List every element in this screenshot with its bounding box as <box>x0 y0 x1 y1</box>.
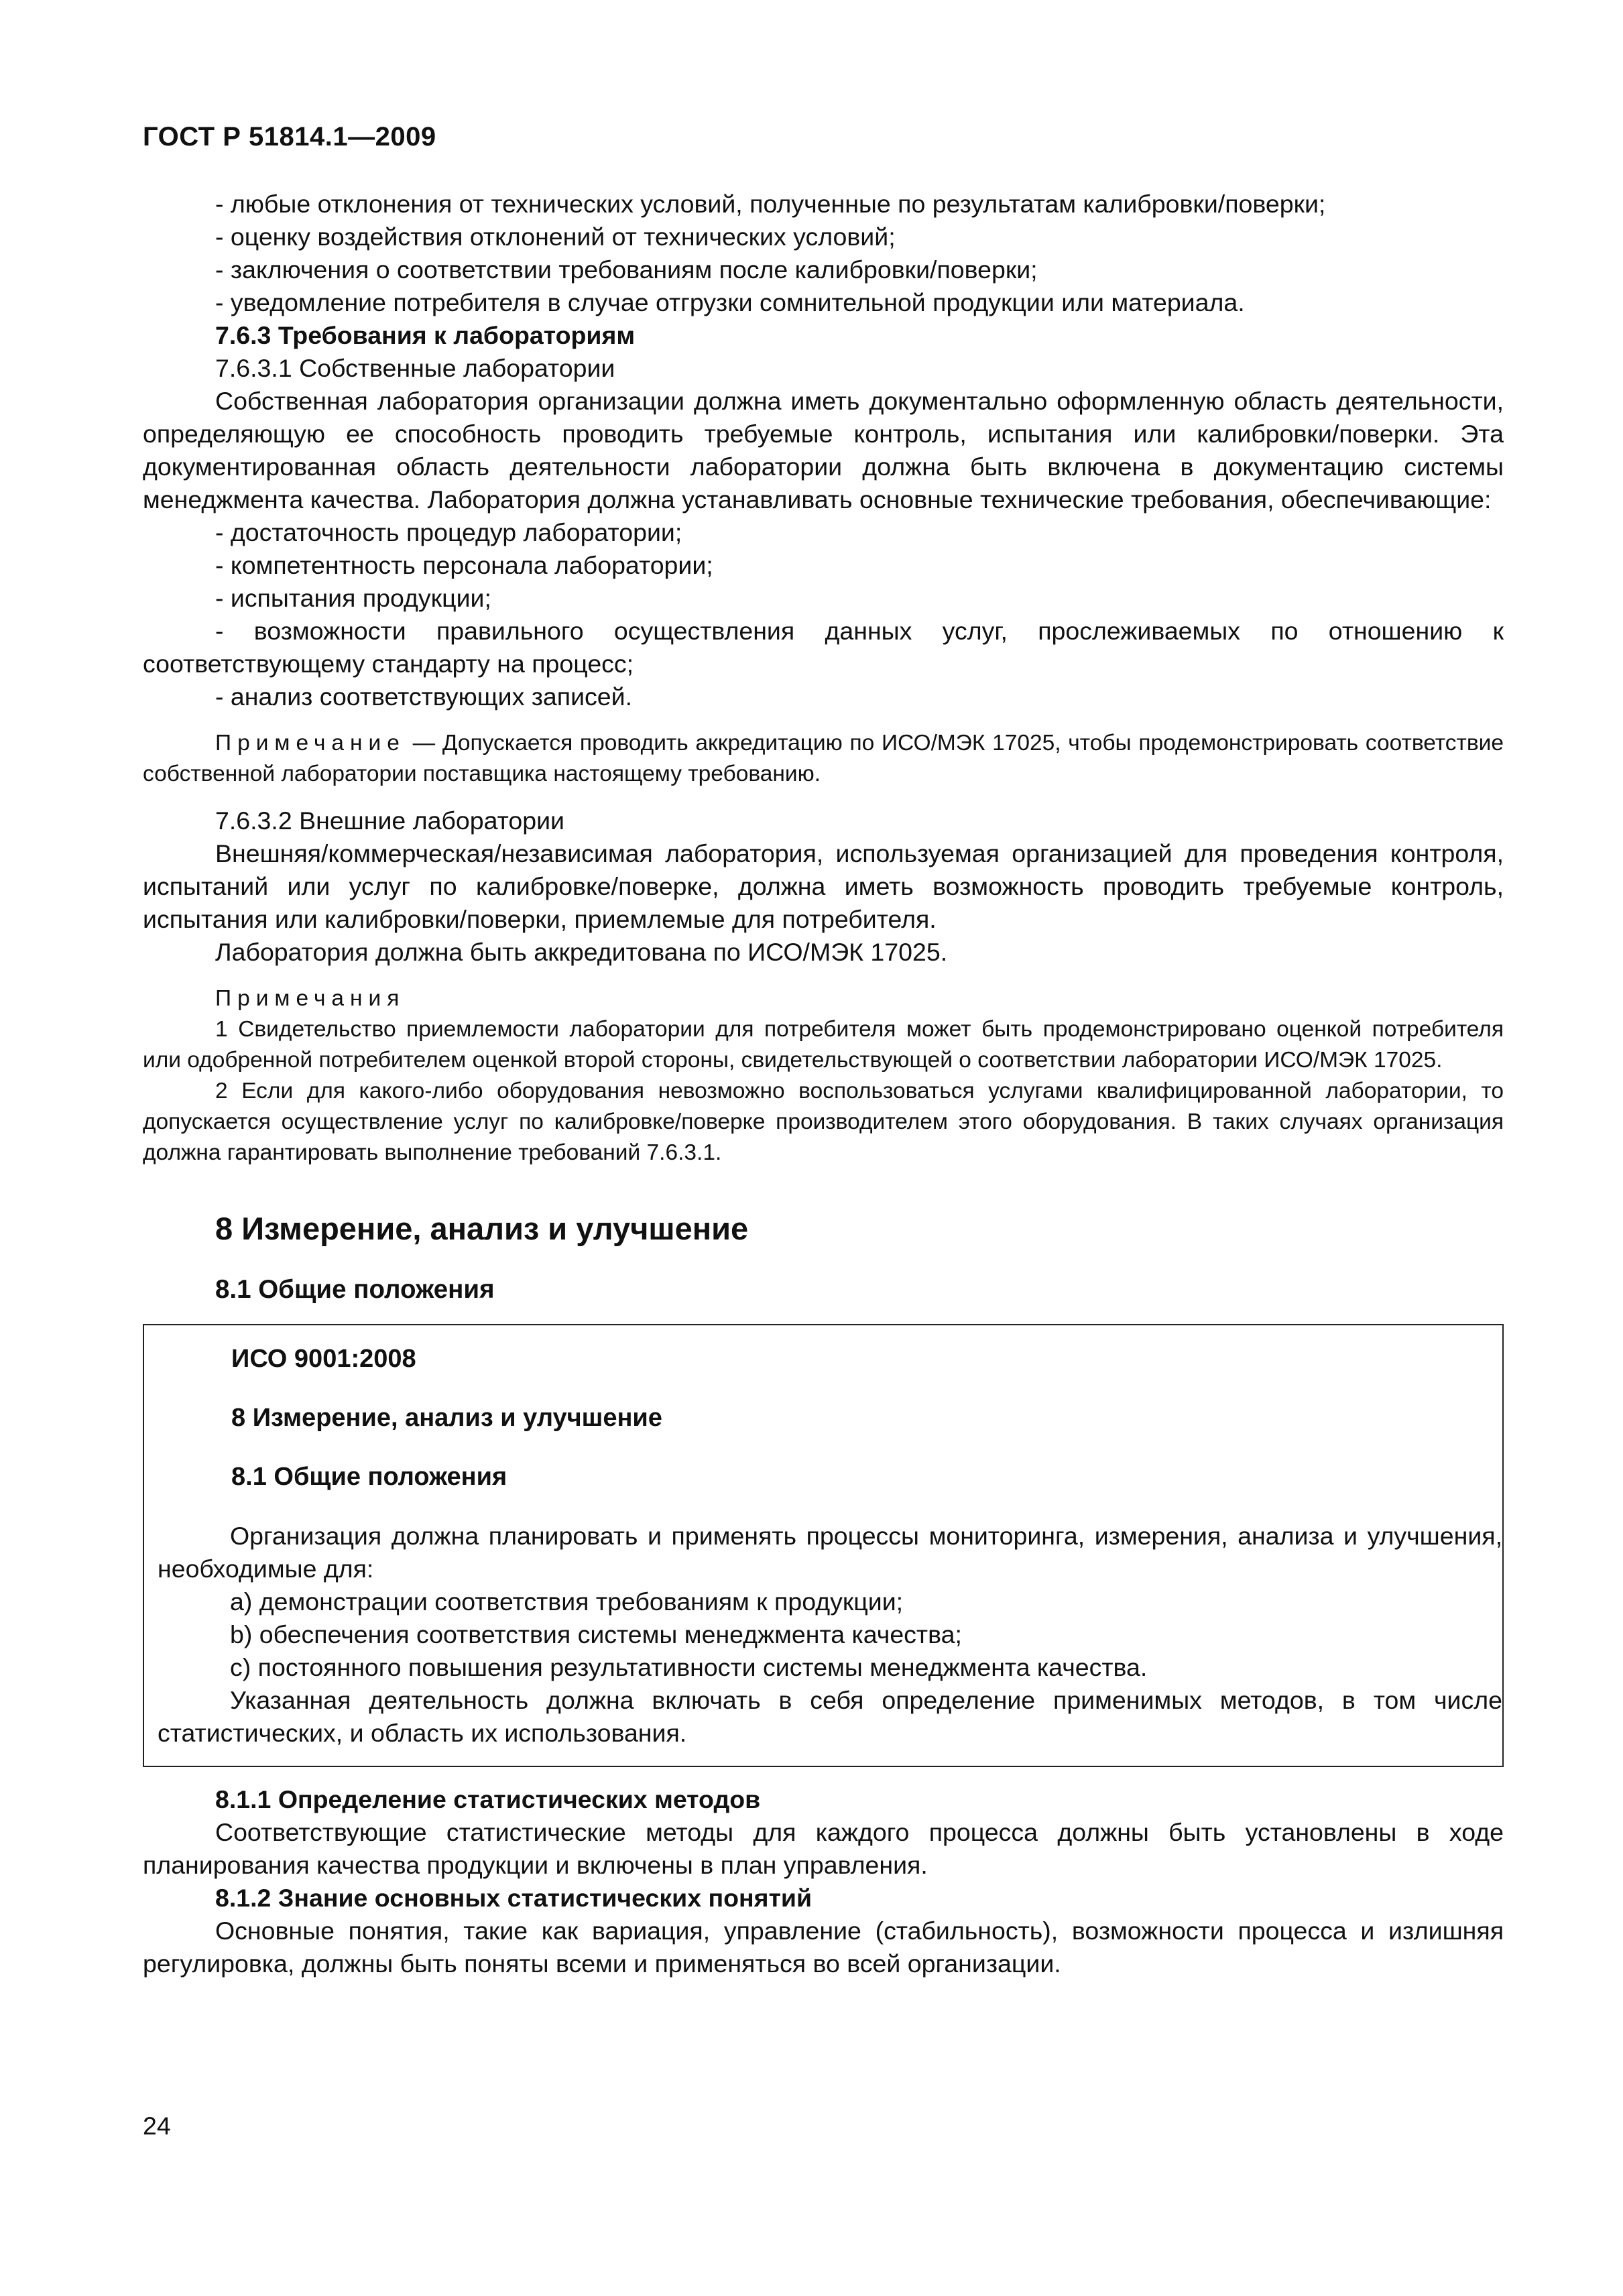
section-8-title: 8 Измерение, анализ и улучшение <box>215 1211 749 1246</box>
document-page <box>143 121 1504 1980</box>
page-number: 24 <box>143 2112 171 2140</box>
list-item: - компетентность персонала лаборатории; <box>215 551 713 579</box>
document-header: ГОСТ Р 51814.1—2009 <box>143 122 436 152</box>
paragraph-8-1-2: Основные понятия, такие как вариация, управление (стабильность), возможности процесса и излишняя регулировка, должны быть поняты всеми и применяться во всей организации. <box>143 1917 1504 1978</box>
iso-quote-box <box>143 1324 1504 1767</box>
iso-closing: Указанная деятельность должна включать в себя определение применимых методов, в том числе статистических, и область их использования. <box>158 1686 1502 1747</box>
heading-7-6-3-1: 7.6.3.1 Собственные лаборатории <box>215 354 615 382</box>
section-8-1-title: 8.1 Общие положения <box>215 1275 495 1304</box>
note-text: — Допускается проводить аккредитацию по ИСО/МЭК 17025, чтобы продемонстрировать соответствие собственной лаборатории поставщика настоящему требованию. <box>143 731 1504 786</box>
iso-subsection-title: 8.1 Общие положения <box>231 1463 507 1491</box>
note-item: 1 Свидетельство приемлемости лаборатории для потребителя может быть продемонстрировано оценкой потребителя или одобренной потребителем оценкой второй стороны, свидетельствующей о соответствии лаборатории ИСО/МЭК 17025. <box>143 1017 1504 1073</box>
list-item: - испытания продукции; <box>215 584 491 612</box>
iso-standard-label: ИСО 9001:2008 <box>231 1345 416 1373</box>
iso-list-item: c) постоянного повышения результативности системы менеджмента качества. <box>230 1653 1148 1681</box>
paragraph-8-1-1: Соответствующие статистические методы для каждого процесса должны быть установлены в ходе планирования качества продукции и включены в план управления. <box>143 1818 1504 1879</box>
list-item: - достаточность процедур лаборатории; <box>215 518 682 546</box>
iso-section-title: 8 Измерение, анализ и улучшение <box>231 1404 662 1432</box>
iso-body <box>144 1520 1502 1750</box>
iso-intro: Организация должна планировать и применять процессы мониторинга, измерения, анализа и улучшения, необходимые для: <box>158 1522 1502 1583</box>
list-item: - оценку воздействия отклонений от технических условий; <box>215 223 896 251</box>
heading-8-1-2: 8.1.2 Знание основных статистических понятий <box>215 1884 813 1912</box>
note-7-6-3-1 <box>143 728 1504 790</box>
list-item: - заключения о соответствии требованиям после калибровки/поверки; <box>215 255 1038 284</box>
paragraph-accreditation: Лаборатория должна быть аккредитована по ИСО/МЭК 17025. <box>215 938 948 966</box>
paragraph-7-6-3-2: Внешняя/коммерческая/независимая лаборатория, используемая организацией для проведения контроля, испытаний или услуг по калибровке/поверке, должна иметь возможность проводить требуемые контроль, испытания или калибровки/поверки, приемлемые для потребителя. <box>143 839 1504 933</box>
heading-8-1-1: 8.1.1 Определение статистических методов <box>215 1785 761 1813</box>
lab-requirements-list <box>143 516 1504 713</box>
note-label: Примечание <box>215 731 406 756</box>
list-item: - возможности правильного осуществления данных услуг, прослеживаемых по отношению к соответствующему стандарту на процесс; <box>143 617 1504 678</box>
list-item: - уведомление потребителя в случае отгрузки сомнительной продукции или материала. <box>215 288 1245 316</box>
notes-label: Примечания <box>215 986 406 1011</box>
heading-7-6-3: 7.6.3 Требования к лабораториям <box>215 321 636 349</box>
list-item: - анализ соответствующих записей. <box>215 682 633 711</box>
list-item: - любые отклонения от технических условий, полученные по результатам калибровки/поверки; <box>215 190 1326 218</box>
paragraph-7-6-3-1: Собственная лаборатория организации должна иметь документально оформленную область деятельности, определяющую ее способность проводить требуемые контроль, испытания или калибровки/поверки. Эта документированная область деятельности лаборатории должна быть включена в документацию системы менеджмента качества. Лаборатория должна устанавливать основные технические требования, обеспечивающие: <box>143 387 1504 513</box>
iso-list-item: a) демонстрации соответствия требованиям к продукции; <box>230 1587 904 1616</box>
heading-7-6-3-2: 7.6.3.2 Внешние лаборатории <box>215 806 565 835</box>
note-item: 2 Если для какого-либо оборудования невозможно воспользоваться услугами квалифицированной лаборатории, то допускается осуществление услуг по калибровке/поверке производителем этого оборудования. В таких случаях организация должна гарантировать выполнение требований 7.6.3.1. <box>143 1079 1504 1165</box>
top-list <box>143 188 1504 319</box>
iso-list-item: b) обеспечения соответствия системы менеджмента качества; <box>230 1620 962 1648</box>
